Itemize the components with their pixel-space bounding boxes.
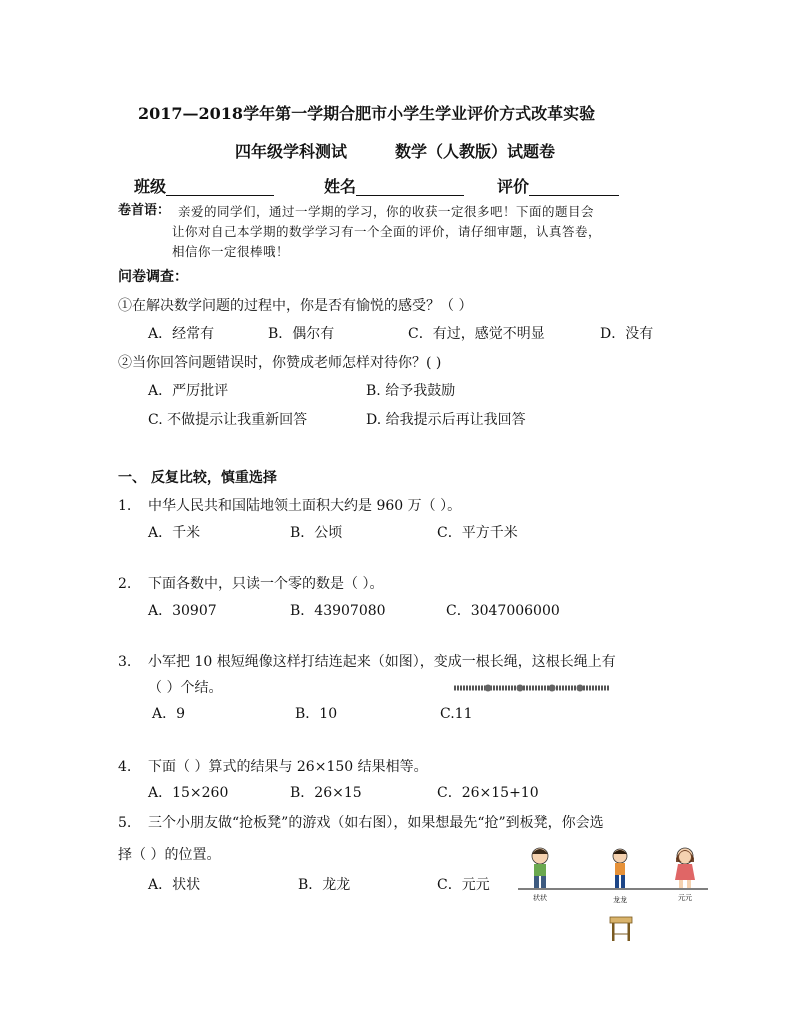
q5-option-b[interactable]: B．龙龙 — [298, 877, 351, 893]
exam-title: 2017—2018学年第一学期合肥市小学生学业评价方式改革实验 — [138, 104, 596, 123]
intro-line-3: 相信你一定很棒哦！ — [172, 244, 290, 259]
eval-field[interactable] — [497, 178, 619, 196]
name-label: 姓名 — [324, 177, 357, 196]
q3-number: 3. — [118, 654, 132, 670]
eval-label: 评价 — [497, 177, 530, 196]
q2-text: 下面各数中，只读一个零的数是（ ）。 — [148, 576, 384, 592]
survey-q2-option-d[interactable]: D. 给我提示后再让我回答 — [366, 412, 526, 428]
q4-option-b[interactable]: B．26×15 — [290, 785, 362, 801]
q2-option-b[interactable]: B．43907080 — [290, 603, 386, 619]
q1-option-a[interactable]: A．千米 — [148, 525, 201, 541]
child-zhuangzhuang-icon — [532, 848, 548, 888]
intro-label: 卷首语： — [118, 203, 171, 218]
q3-option-c[interactable]: C.11 — [440, 706, 473, 722]
survey-q1-option-b[interactable]: B．偶尔有 — [268, 326, 335, 342]
class-label: 班级 — [134, 177, 167, 196]
q2-number: 2. — [118, 576, 132, 592]
q4-text: 下面（ ）算式的结果与 26×150 结果相等。 — [148, 759, 428, 775]
rope-knot-3 — [549, 685, 556, 692]
survey-q2-option-b[interactable]: B. 给予我鼓励 — [366, 383, 456, 399]
class-blank[interactable] — [166, 179, 274, 196]
survey-question-2: ②当你回答问题错误时，你赞成老师怎样对待你？( ) — [118, 355, 442, 371]
rope-knot-1 — [485, 685, 492, 692]
q1-text: 中华人民共和国陆地领土面积大约是 960 万（ ）。 — [148, 498, 462, 514]
figure-label-yuanyuan: 元元 — [678, 894, 692, 902]
exam-subject-title: 数学（人教版）试题卷 — [395, 142, 556, 161]
rope-knot-2 — [517, 685, 524, 692]
child-longlong-icon — [613, 849, 627, 888]
q3-option-a[interactable]: A．9 — [152, 706, 186, 722]
figure-label-longlong: 龙龙 — [613, 896, 627, 904]
q5-option-a[interactable]: A．状状 — [148, 877, 201, 893]
stool-icon — [610, 917, 632, 941]
q4-option-c[interactable]: C．26×15+10 — [437, 785, 539, 801]
survey-heading: 问卷调查： — [118, 269, 188, 285]
q5-option-c[interactable]: C．元元 — [437, 877, 490, 893]
exam-grade-title: 四年级学科测试 — [235, 142, 348, 161]
q3-option-b[interactable]: B．10 — [295, 706, 338, 722]
q2-option-c[interactable]: C．3047006000 — [446, 603, 560, 619]
q3-text: 小军把 10 根短绳像这样打结连起来（如图），变成一根长绳，这根长绳上有 — [148, 654, 616, 670]
survey-question-1: ①在解决数学问题的过程中，你是否有愉悦的感受？（ ） — [118, 298, 473, 314]
q1-option-c[interactable]: C．平方千米 — [437, 525, 518, 541]
survey-q2-option-a[interactable]: A．严厉批评 — [148, 383, 229, 399]
q1-option-b[interactable]: B．公顷 — [290, 525, 343, 541]
survey-q1-option-d[interactable]: D．没有 — [600, 326, 654, 342]
rope-knot-4 — [577, 685, 584, 692]
q3-text-line-2: （ ）个结。 — [148, 680, 223, 696]
q5-number: 5. — [118, 815, 132, 831]
q5-text: 三个小朋友做“抢板凳”的游戏（如右图），如果想最先“抢”到板凳，你会选 — [148, 815, 604, 831]
eval-blank[interactable] — [529, 179, 619, 196]
q5-text-line-2: 择（ ）的位置。 — [118, 847, 221, 863]
intro-line-2: 让你对自己本学期的数学学习有一个全面的评价，请仔细审题，认真答卷， — [172, 224, 602, 239]
q2-option-a[interactable]: A．30907 — [148, 603, 217, 619]
figure-label-zhuangzhuang: 状状 — [533, 894, 547, 902]
survey-q2-option-c[interactable]: C. 不做提示让我重新回答 — [148, 412, 308, 428]
section-1-heading: 一、 反复比较，慎重选择 — [118, 470, 277, 486]
survey-q1-option-a[interactable]: A．经常有 — [148, 326, 215, 342]
survey-q1-option-c[interactable]: C．有过，感觉不明显 — [408, 326, 545, 342]
q4-option-a[interactable]: A．15×260 — [148, 785, 229, 801]
class-field[interactable] — [134, 178, 274, 196]
stool-game-figure — [518, 842, 718, 952]
q1-number: 1. — [118, 498, 132, 514]
q4-number: 4. — [118, 759, 132, 775]
name-field[interactable] — [324, 178, 464, 196]
child-yuanyuan-icon — [675, 848, 695, 888]
name-blank[interactable] — [356, 179, 464, 196]
intro-line-1: 亲爱的同学们，通过一学期的学习，你的收获一定很多吧！下面的题目会 — [178, 204, 595, 219]
knotted-rope-figure — [452, 682, 612, 694]
